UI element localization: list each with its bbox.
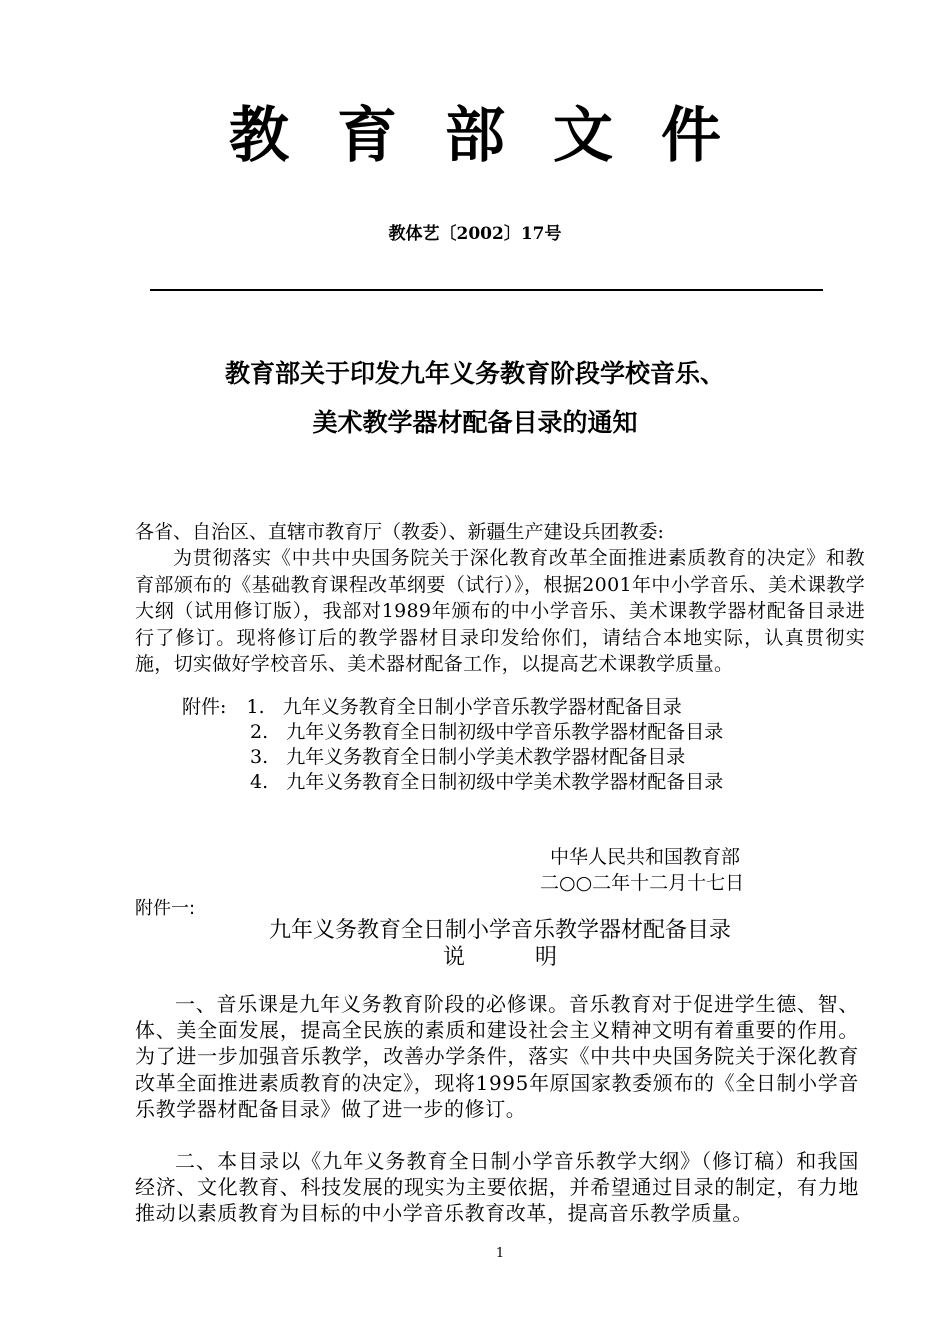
header-char: 教 <box>229 101 289 171</box>
header-char: 文 <box>553 101 613 171</box>
header-divider <box>150 289 823 291</box>
subtitle-char: 明 <box>535 945 558 970</box>
attachment-row <box>250 769 723 795</box>
greeting: 各省、自治区、直辖市教育厅（教委）、新疆生产建设兵团教委: <box>135 521 664 543</box>
notice-title-line-1: 教育部关于印发九年义务教育阶段学校音乐、 <box>224 359 725 388</box>
attachment-text: 九年义务教育全日制小学美术教学器材配备目录 <box>286 746 686 768</box>
notice-title-line-2: 美术教学器材配备目录的通知 <box>312 408 638 437</box>
signature-org: 中华人民共和国教育部 <box>550 846 741 868</box>
signature-date: 二○○二年十二月十七日 <box>540 872 745 894</box>
document-header <box>0 96 950 176</box>
attachment-num: 1. <box>246 696 265 718</box>
header-char: 部 <box>445 101 505 171</box>
attachment-num: 3. <box>250 746 269 768</box>
subtitle-char: 说 <box>442 945 465 970</box>
header-char: 件 <box>661 101 721 171</box>
attachment-row <box>182 694 682 720</box>
appendix-subtitle <box>0 944 950 972</box>
document-number: 教体艺〔2002〕17号 <box>388 224 562 244</box>
appendix-paragraph: 二、本目录以《九年义务教育全日制小学音乐教学大纲》（修订稿）和我国经济、文化教育、科技发展的现实为主要依据，并希望通过目录的制定，有力地推动以素质教育为目标的中小学音乐教育改革，提高音乐教学质量。 <box>135 1149 859 1226</box>
header-char: 育 <box>337 101 397 171</box>
attachment-row <box>250 744 685 770</box>
body-paragraph: 为贯彻落实《中共中央国务院关于深化教育改革全面推进素质教育的决定》和教育部颁布的《基础教育课程改革纲要（试行）》，根据2001年中小学音乐、美术课教学大纲（试用修订版），我部对1989年颁布的中小学音乐、美术课教学器材配备目录进行了修订。现将修订后的教学器材目录印发给你们，请结合本地实际，认真贯彻实施，切实做好学校音乐、美术器材配备工作，以提高艺术课教学质量。 <box>135 547 865 676</box>
attachment-row <box>250 719 723 745</box>
attachment-text: 九年义务教育全日制小学音乐教学器材配备目录 <box>282 696 682 718</box>
attachment-label: 附件: <box>182 696 227 718</box>
appendix-label: 附件一: <box>135 898 196 919</box>
attachment-num: 4. <box>250 771 269 793</box>
attachment-text: 九年义务教育全日制初级中学美术教学器材配备目录 <box>286 771 724 793</box>
attachment-num: 2. <box>250 721 269 743</box>
attachment-text: 九年义务教育全日制初级中学音乐教学器材配备目录 <box>286 721 724 743</box>
appendix-title: 九年义务教育全日制小学音乐教学器材配备目录 <box>268 918 731 943</box>
appendix-paragraph: 一、音乐课是九年义务教育阶段的必修课。音乐教育对于促进学生德、智、体、美全面发展，提高全民族的素质和建设社会主义精神文明有着重要的作用。为了进一步加强音乐教学，改善办学条件，落实《中共中央国务院关于深化教育改革全面推进素质教育的决定》，现将1995年原国家教委颁布的《全日制小学音乐教学器材配备目录》做了进一步的修订。 <box>135 992 859 1121</box>
page-number: 1 <box>495 1246 505 1261</box>
